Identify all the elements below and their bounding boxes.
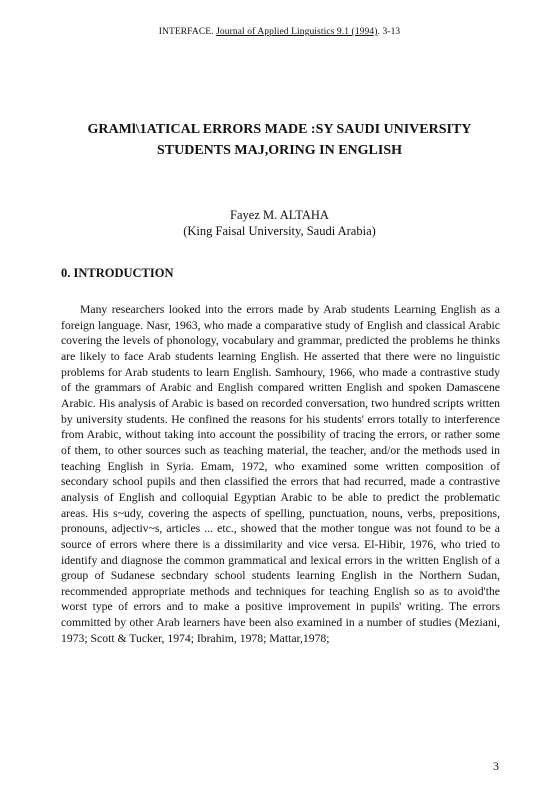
header-prefix: INTERFACE. <box>158 27 217 37</box>
body-paragraph: Many researchers looked into the errors made by Arab students Learning English as a foreign language. Nasr, 1963, who made a comparative study of English and classical Arabic covering the levels of phonology, vocabulary and grammar, predicted the problems he thinks are likely to face Arab students learning English. He asserted that there were no linguistic problems for Arab students to learn English. Samhoury, 1966, who made a contrastive study of the grammars of Arabic and English compared written English and spoken Damascene Arabic. His analysis of Arabic is based on recorded conversation, two hundred scripts written by university students. He confined the reasons for his students' errors totally to interference from Arabic, without taking into account the possibility of tracing the errors, or rather some of them, to other sources such as teaching material, the teacher, and/or the methods used in teaching English in Syria. Emam, 1972, who examined some written composition of secondary school pupils and then classified the errors that had recurred, made a contrastive analysis of English and colloquial Egyptian Arabic to be able to predict the problematic areas. His s~udy, covering the aspects of spelling, punctuation, nouns, verbs, prepositions, pronouns, adjectiv~s, articles ... etc., showed that the mother tongue was not found to be a source of errors where there is a dissimilarity and vice versa. El-Hibir, 1976, who tried to identify and diagnose the common grammatical and lexical errors in the written English of a group of Sudanese secbndary school students learning English in the Northern Sudan, recommended appropriate methods and techniques for teaching English so as to avoid'the worst type of errors and to make a positive improvement in pupils' writing. The errors committed by other Arab learners have been also examined in a number of studies (Meziani, 1973; Scott & Tucker, 1974; Ibrahim, 1978; Mattar,1978; <box>61 303 500 645</box>
paper-title <box>40 119 519 161</box>
page-number: 3 <box>493 759 499 773</box>
section-heading: 0. INTRODUCTION <box>61 266 174 280</box>
header-suffix: . 3-13 <box>377 27 401 37</box>
author-name: Fayez M. ALTAHA <box>230 208 329 222</box>
header-journal: Journal of Applied Linguistics 9.1 (1994) <box>216 27 378 37</box>
author-block <box>0 207 559 239</box>
author-affiliation: (King Faisal University, Saudi Arabia) <box>183 224 376 238</box>
title-line-1: GRAMl\1ATICAL ERRORS MADE :SY SAUDI UNIVERSITY <box>87 122 472 137</box>
title-line-2: STUDENTS MAJ,ORING IN ENGLISH <box>156 143 403 158</box>
running-header <box>0 27 559 37</box>
